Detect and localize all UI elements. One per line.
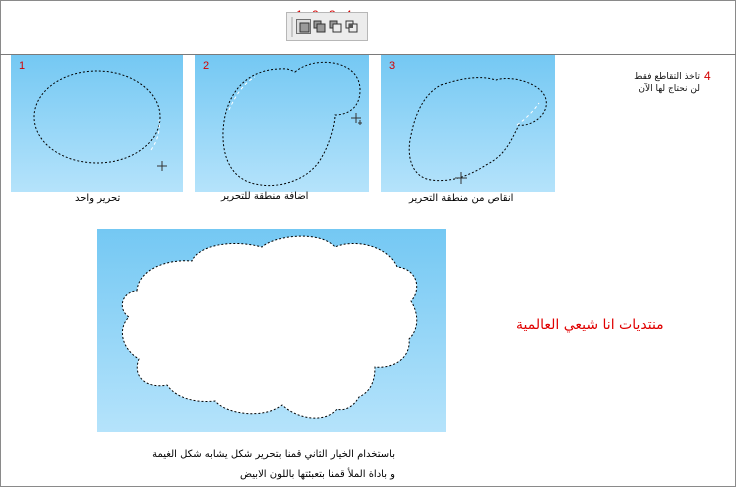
subtract-selection-illustration [381,55,555,192]
intersect-selection-button[interactable] [344,19,359,34]
cloud-description-line-1: باستخدام الخيار الثاني قمنا بتحرير شكل يشابه شكل الغيمة [152,449,395,460]
panel-number: 2 [203,60,210,72]
panel-number: 3 [389,60,396,72]
intersect-note [600,71,700,95]
panel-2-caption: اضافة منطقة للتحرير [221,191,309,202]
toolbar-grip [291,17,293,37]
add-to-selection-icon [313,20,326,33]
selection-mode-toolbar [286,12,368,41]
panel-number: 1 [19,60,26,72]
example-panel-3 [381,55,555,192]
panel-1-caption: تحرير واحد [75,193,121,204]
add-to-selection-button[interactable] [312,19,327,34]
intersect-selection-icon [345,20,358,33]
forum-watermark-text: منتديات انا شيعي العالمية [516,317,664,333]
new-selection-button[interactable] [296,19,311,34]
new-selection-icon [298,21,311,34]
example-panel-1 [11,55,183,192]
cloud-description [120,445,395,485]
note-number-4: 4 [704,69,711,83]
cloud-example-panel [97,229,446,432]
intersect-note-line-1: تاخذ التقاطع فقط [634,72,700,82]
panel-3-caption: انقاص من منطقة التحرير [409,193,514,204]
subtract-from-selection-icon [329,20,342,33]
ellipse-selection-illustration [11,55,183,192]
subtract-from-selection-button[interactable] [328,19,343,34]
example-panel-2 [195,55,369,192]
cloud-selection-illustration [97,229,446,432]
cloud-description-line-2: و باداة الملأ قمنا بتعبئتها باللون الابيض [240,469,395,480]
add-selection-illustration [195,55,369,192]
intersect-note-line-2: لن نحتاج لها الآن [638,84,700,94]
